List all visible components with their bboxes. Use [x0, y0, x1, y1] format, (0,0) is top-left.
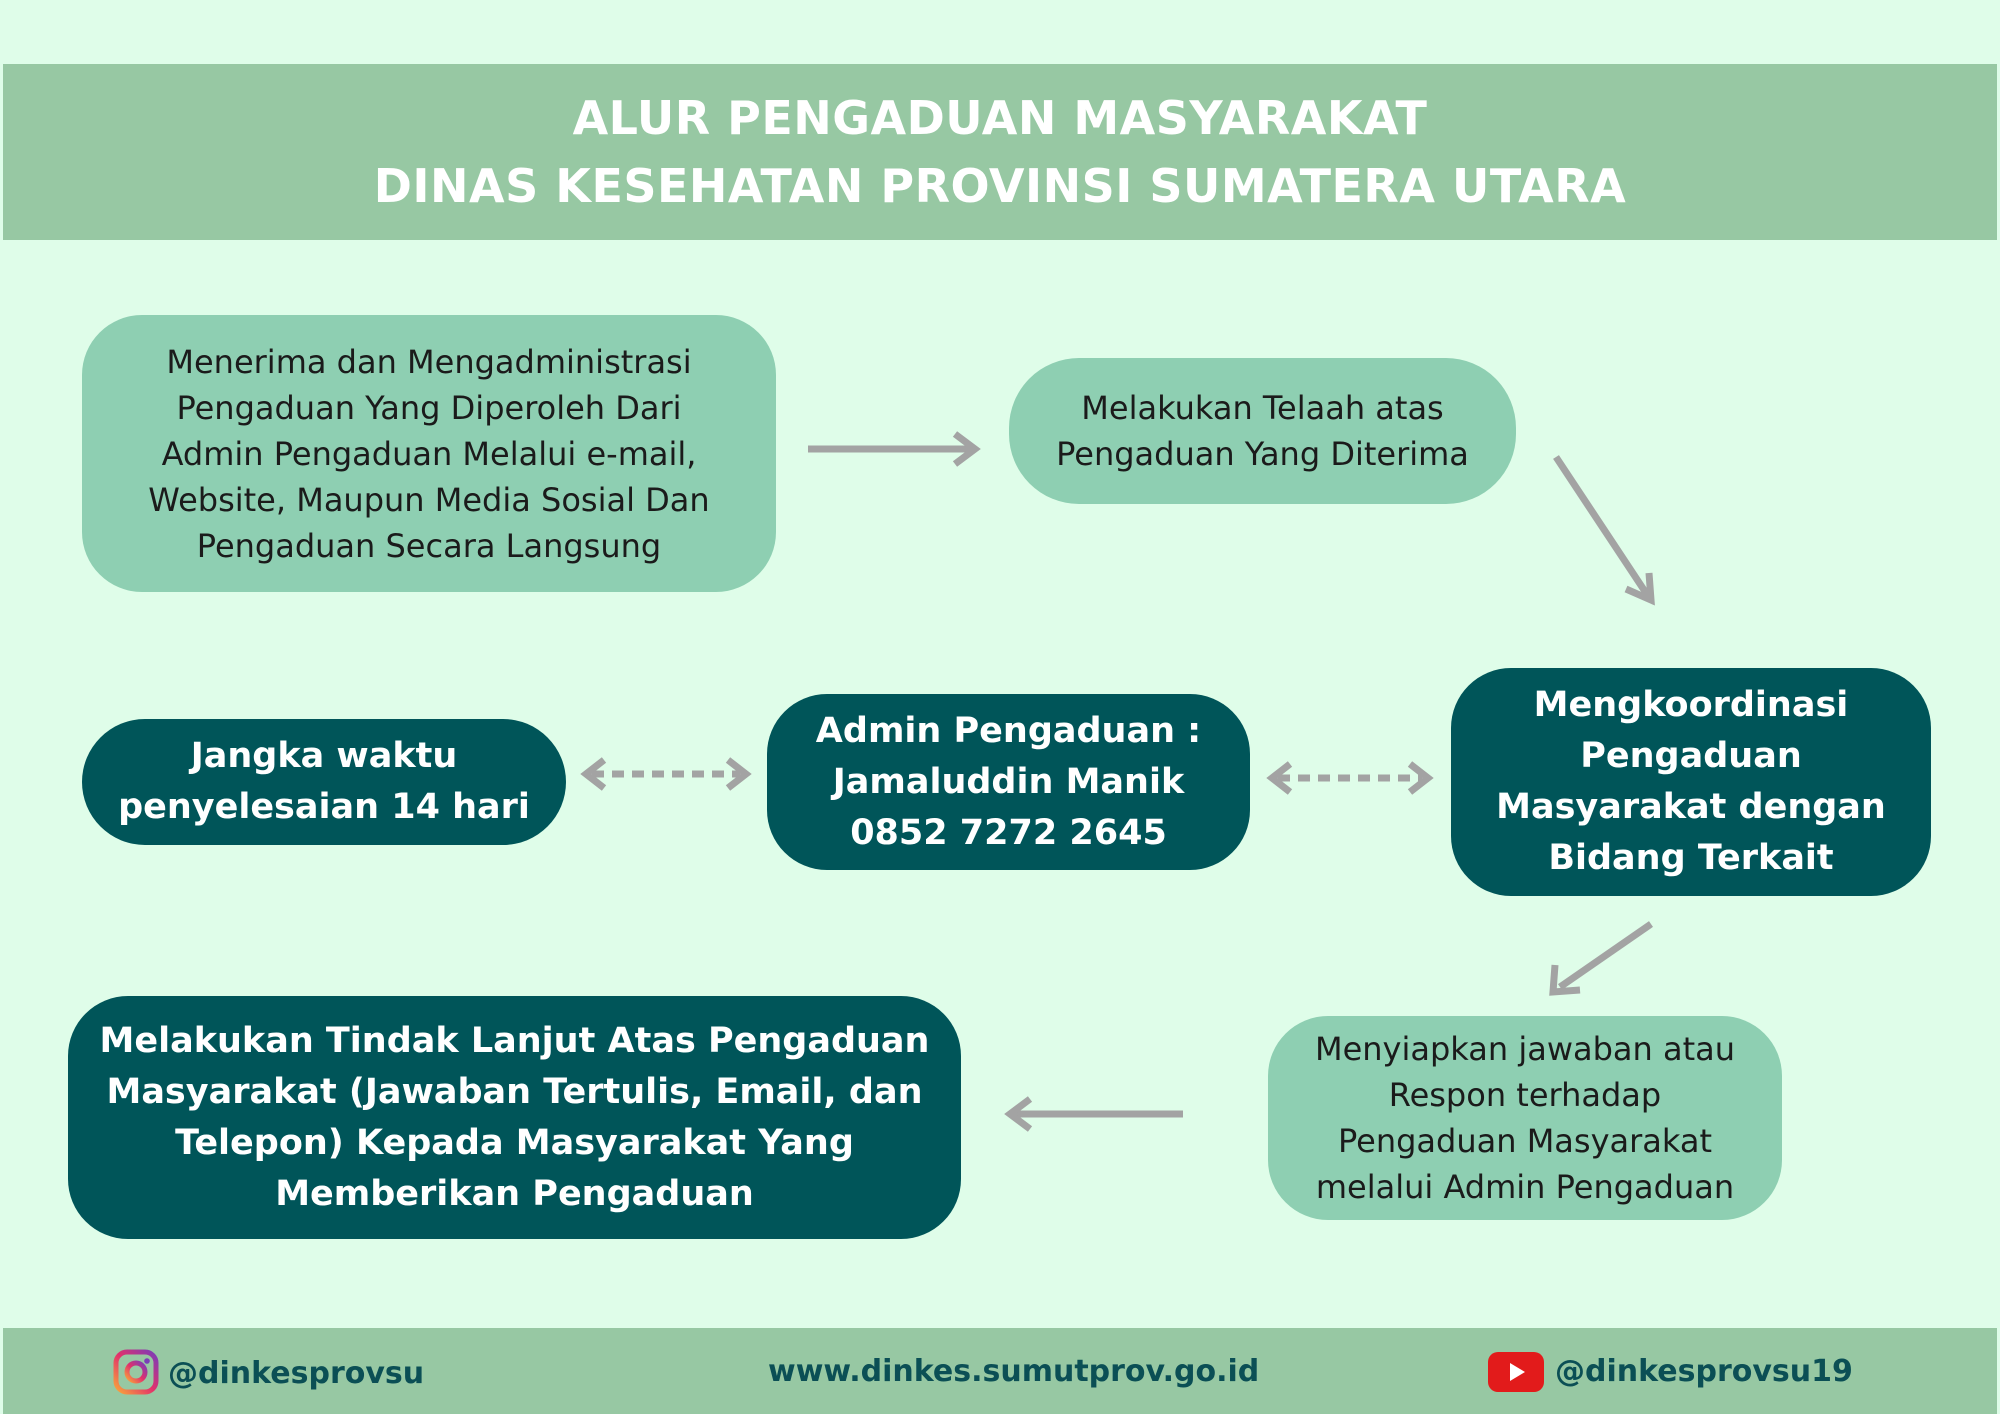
youtube-handle[interactable]: @dinkesprovsu19 [1555, 1354, 1853, 1389]
title-line-2: DINAS KESEHATAN PROVINSI SUMATERA UTARA [373, 159, 1627, 213]
step-coordinate-text: Mengkoordinasi Pengaduan Masyarakat dengan Bidang Terkait [1496, 685, 1886, 878]
arrow-review-to-coordinate [1556, 457, 1651, 600]
arrow-prepare-to-follow-up [1010, 1099, 1183, 1129]
step-receive-text: Menerima dan Mengadministrasi Pengaduan Yang Diperoleh Dari Admin Pengaduan Melalui e-mail, Website, Maupun Media Sosial Dan Pengaduan Secara Langsung [148, 342, 710, 565]
step-review-text: Melakukan Telaah atas Pengaduan Yang Diterima [1056, 389, 1469, 473]
website-link[interactable]: www.dinkes.sumutprov.go.id [768, 1354, 1260, 1389]
admin-contact-text: Admin Pengaduan : Jamaluddin Manik 0852 7272 2645 [815, 710, 1202, 853]
arrow-receive-to-review [808, 434, 975, 464]
arrow-admin-timeframe-bidirectional [586, 760, 746, 788]
instagram-handle[interactable]: @dinkesprovsu [168, 1356, 425, 1391]
arrow-coordinate-to-prepare [1553, 924, 1651, 992]
timeframe-text: Jangka waktu penyelesaian 14 hari [118, 736, 530, 827]
step-prepare-text: Menyiapkan jawaban atau Respon terhadap Pengaduan Masyarakat melalui Admin Pengaduan [1314, 1030, 1736, 1206]
title-line-1: ALUR PENGADUAN MASYARAKAT [572, 91, 1428, 145]
arrow-coordinate-admin-bidirectional [1272, 764, 1428, 792]
step-follow-up-text: Melakukan Tindak Lanjut Atas Pengaduan Masyarakat (Jawaban Tertulis, Email, dan Telepon) Kepada Masyarakat Yang Memberikan Pengaduan [99, 1020, 930, 1214]
instagram-icon [113, 1349, 159, 1395]
youtube-icon [1487, 1351, 1545, 1393]
